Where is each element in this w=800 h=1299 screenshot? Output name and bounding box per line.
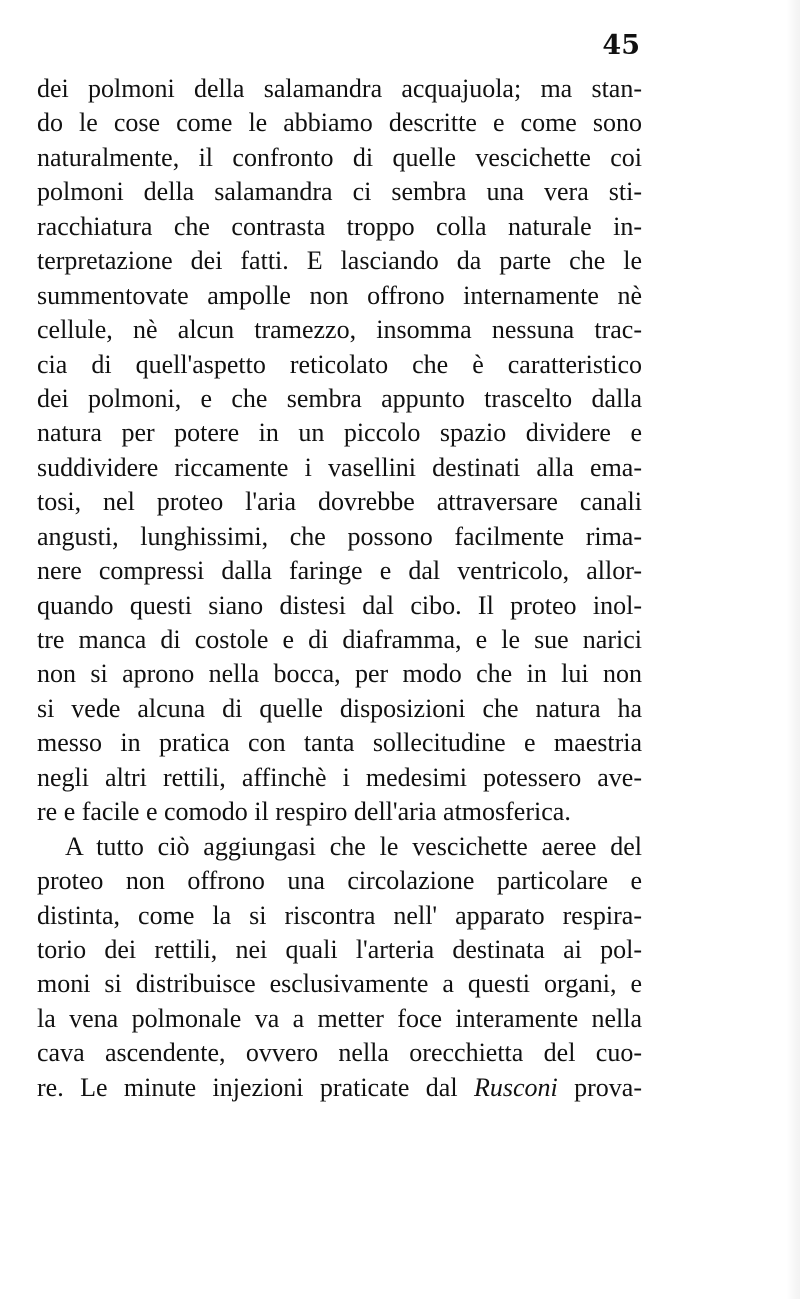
final-text-line — [37, 1071, 642, 1105]
text-line: non si aprono nella bocca, per modo che in lui non — [37, 659, 642, 689]
text-line: terpretazione dei fatti. E lasciando da parte che le — [37, 246, 642, 276]
text-line: messo in pratica con tanta sollecitudine e maestria — [37, 728, 642, 758]
page-edge-shadow — [786, 0, 800, 1299]
text-line: do le cose come le abbiamo descritte e come sono — [37, 108, 642, 138]
text-line: torio dei rettili, nei quali l'arteria destinata ai pol- — [37, 934, 642, 964]
text-line: tosi, nel proteo l'aria dovrebbe attraversare canali — [37, 487, 642, 517]
text-line: nere compressi dalla faringe e dal ventricolo, allor- — [37, 556, 642, 586]
text-line: si vede alcuna di quelle disposizioni che natura ha — [37, 693, 642, 723]
text-line: proteo non offrono una circolazione particolare e — [37, 866, 642, 896]
body-text — [37, 72, 642, 1105]
text-line: tre manca di costole e di diaframma, e le sue narici — [37, 625, 642, 654]
text-line: suddividere riccamente i vasellini destinati alla ema- — [37, 452, 642, 482]
text-line: polmoni della salamandra ci sembra una vera sti- — [37, 177, 642, 207]
text-line: angusti, lunghissimi, che possono facilmente rima- — [37, 521, 642, 551]
text-line: distinta, come la si riscontra nell' apparato respira- — [37, 900, 642, 930]
text-line: dei polmoni della salamandra acquajuola; ma stan- — [37, 74, 642, 103]
text-line: racchiatura che contrasta troppo colla naturale in- — [37, 211, 642, 241]
final-line-start: re. Le minute injezioni praticate dal — [37, 1072, 474, 1102]
final-line-end: prova- — [557, 1072, 642, 1102]
text-line: moni si distribuisce esclusivamente a questi organi, e — [37, 969, 642, 999]
text-line: dei polmoni, e che sembra appunto trascelto dalla — [37, 383, 642, 413]
text-line: quando questi siano distesi dal cibo. Il proteo inol- — [37, 590, 642, 620]
text-line: la vena polmonale va a metter foce interamente nella — [37, 1003, 642, 1033]
text-line: natura per potere in un piccolo spazio dividere e — [37, 418, 642, 448]
text-line: summentovate ampolle non offrono internamente nè — [37, 280, 642, 310]
text-line: naturalmente, il confronto di quelle vescichette coi — [37, 142, 642, 172]
text-line: negli altri rettili, affinchè i medesimi potessero ave- — [37, 762, 642, 792]
paragraph-end-line: re e facile e comodo il respiro dell'aria atmosferica. — [37, 797, 571, 827]
text-line: cellule, nè alcun tramezzo, insomma nessuna trac- — [37, 315, 642, 345]
text-line: cava ascendente, ovvero nella orecchietta del cuo- — [37, 1038, 642, 1068]
text-line: cia di quell'aspetto reticolato che è caratteristico — [37, 349, 642, 379]
paragraph-start-line: A tutto ciò aggiungasi che le vescichette aeree del — [65, 831, 642, 861]
italic-author-name: Rusconi — [473, 1072, 558, 1102]
page-number: 45 — [602, 30, 640, 61]
